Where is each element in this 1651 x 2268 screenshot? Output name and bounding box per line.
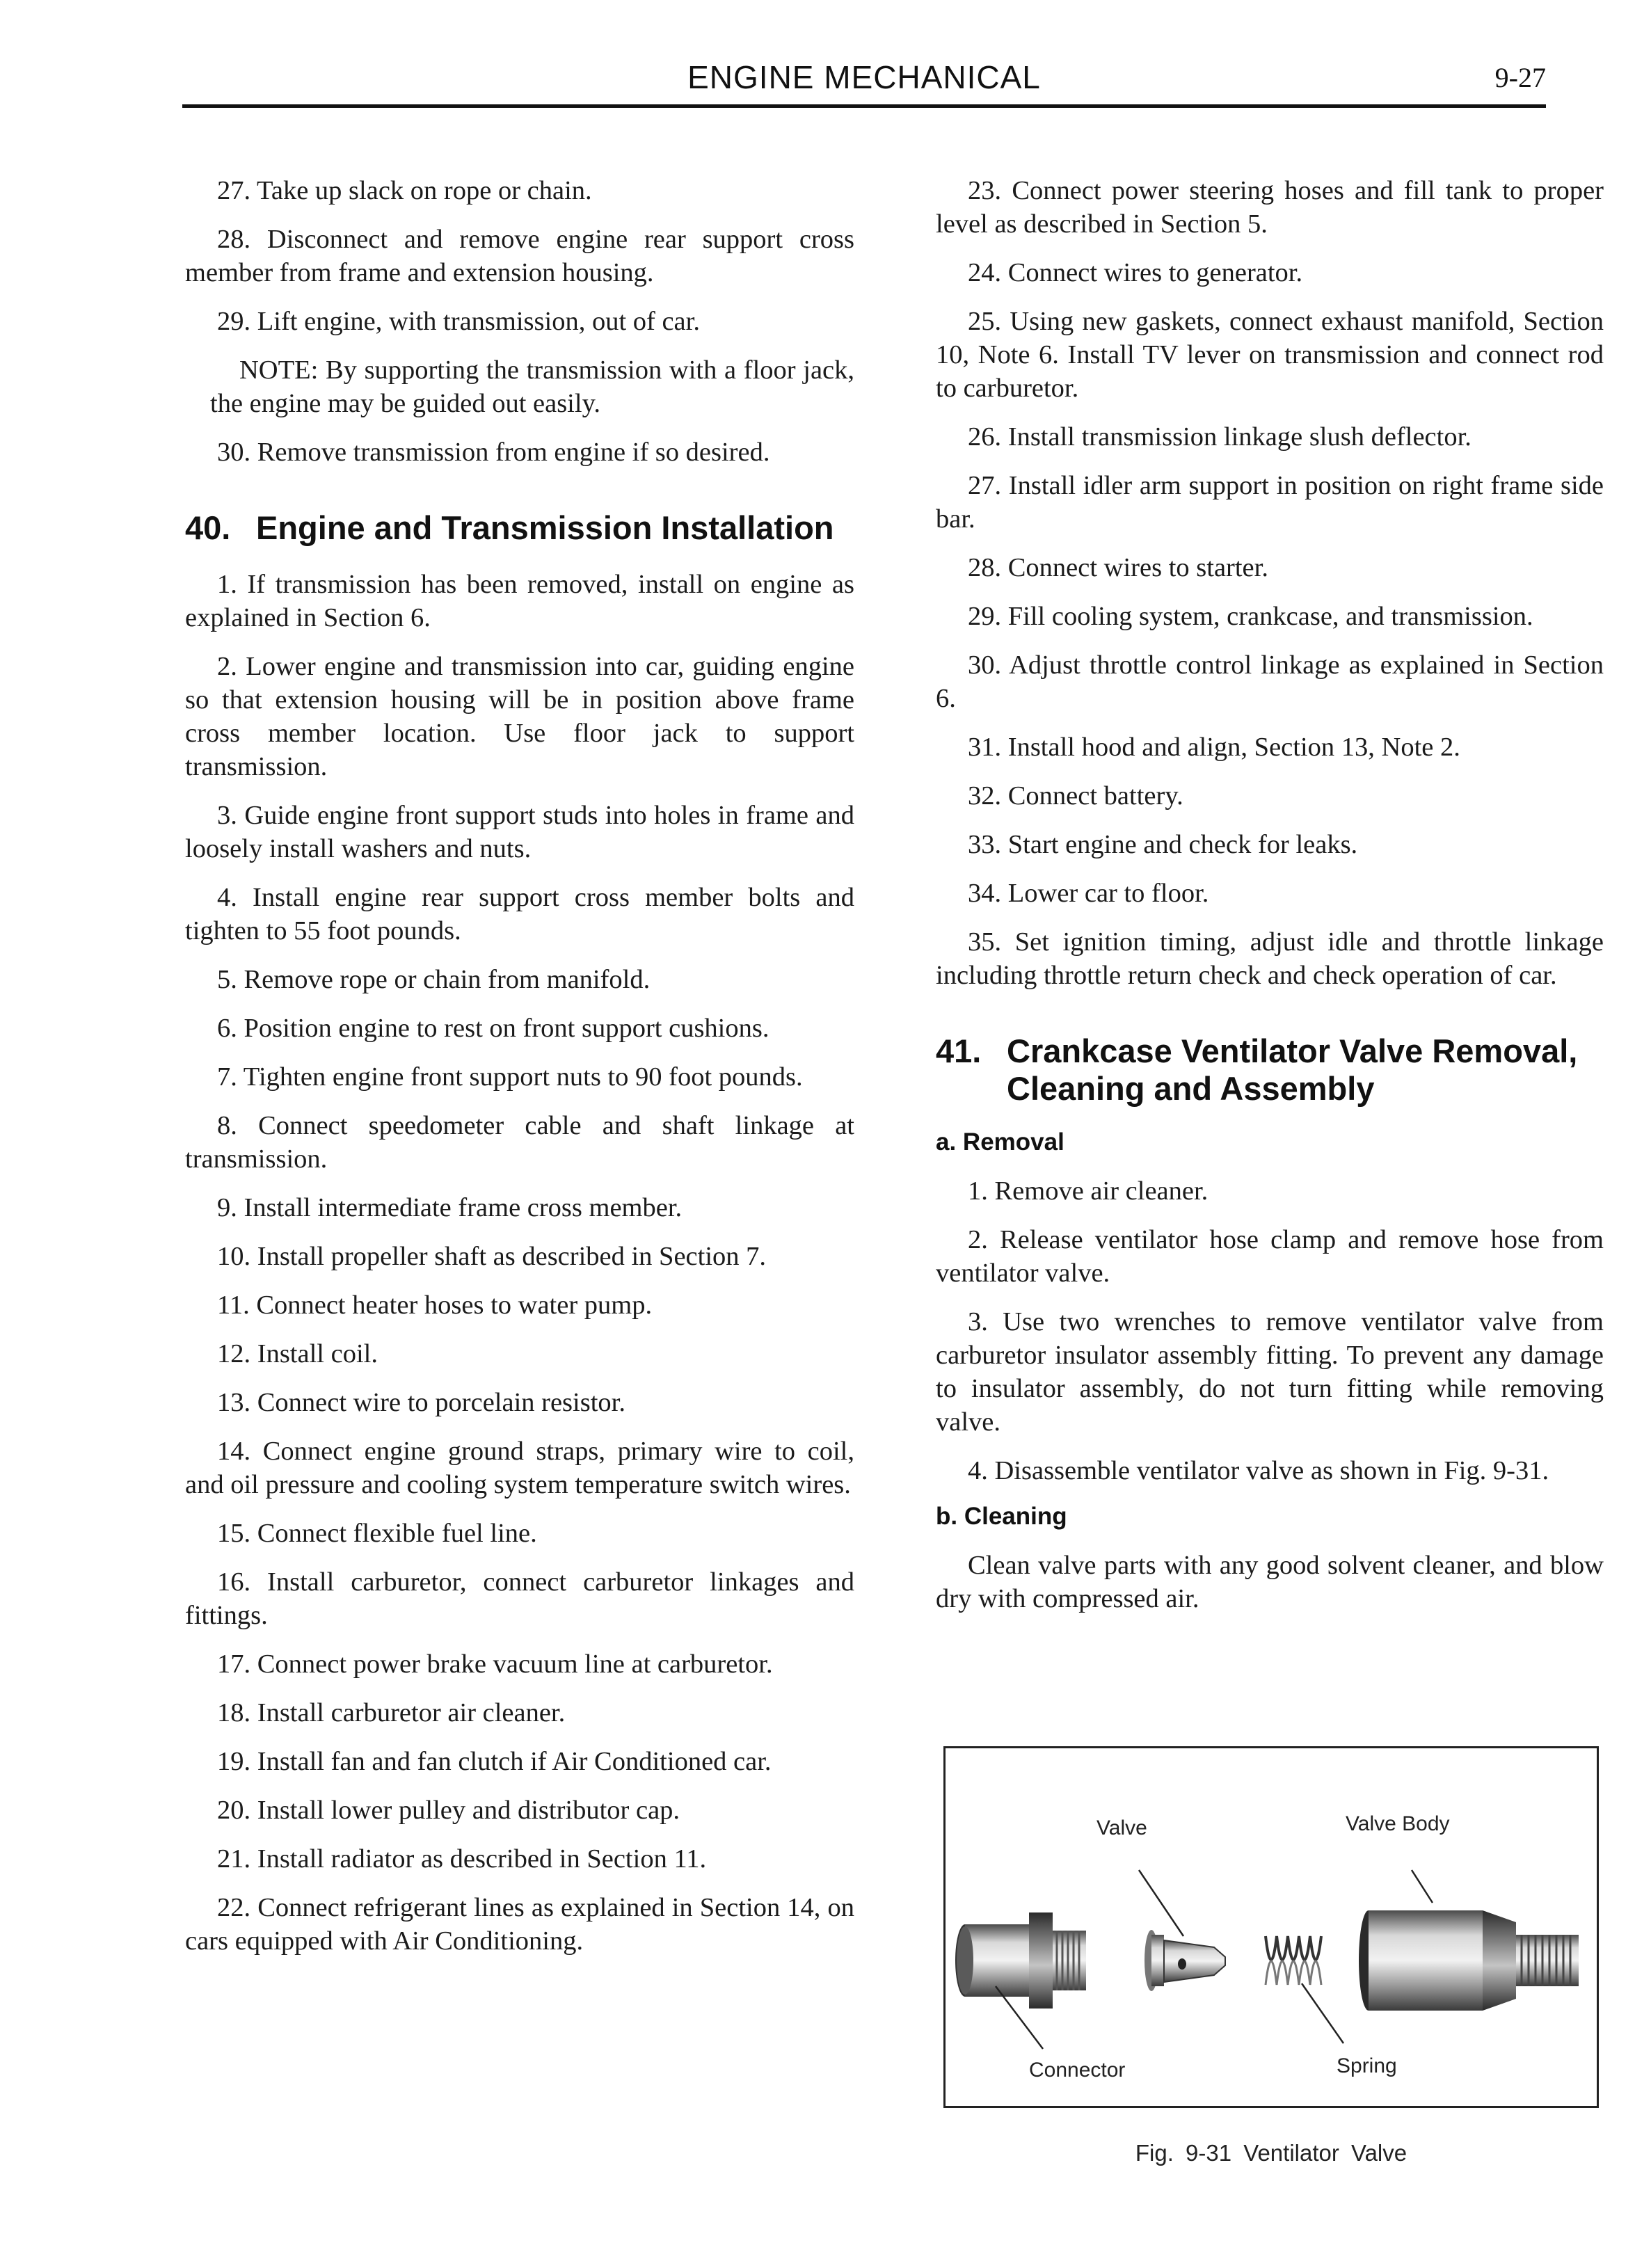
install-step-27: 27. Install idler arm support in position on right frame side bar. xyxy=(936,471,1604,534)
header-title: ENGINE MECHANICAL xyxy=(687,59,1041,95)
step-30-remove-transmission: 30. Remove transmission from engine if so desired. xyxy=(217,438,770,467)
install-step-20: 20. Install lower pulley and distributor cap. xyxy=(217,1796,680,1825)
install-step-15: 15. Connect flexible fuel line. xyxy=(217,1519,537,1548)
install-step-13: 13. Connect wire to porcelain resistor. xyxy=(217,1388,625,1417)
install-step-21: 21. Install radiator as described in Section 11. xyxy=(217,1844,707,1874)
install-step-29: 29. Fill cooling system, crankcase, and transmission. xyxy=(968,602,1533,631)
valve-body-part xyxy=(1359,1910,1579,2011)
install-step-2: 2. Lower engine and transmission into car, guiding engine so that extension housing will be in position above frame cross member location. Use floor jack to support transmission. xyxy=(185,652,854,781)
install-step-34: 34. Lower car to floor. xyxy=(968,879,1209,908)
install-step-22: 22. Connect refrigerant lines as explained in Section 14, on cars equipped with Air Conditioning. xyxy=(185,1893,854,1956)
install-step-11: 11. Connect heater hoses to water pump. xyxy=(217,1291,653,1320)
install-step-1: 1. If transmission has been removed, install on engine as explained in Section 6. xyxy=(185,570,854,632)
right-column xyxy=(936,174,1604,1631)
install-step-16: 16. Install carburetor, connect carburetor linkages and fittings. xyxy=(185,1567,854,1630)
step-29-lift-engine: 29. Lift engine, with transmission, out of car. xyxy=(217,307,700,336)
left-column xyxy=(185,174,854,1973)
label-spring: Spring xyxy=(1337,2054,1397,2077)
step-27-take-up-slack: 27. Take up slack on rope or chain. xyxy=(217,176,592,205)
install-step-28: 28. Connect wires to starter. xyxy=(968,553,1268,582)
section-41-heading xyxy=(936,1032,1604,1108)
step-28-disconnect-cross-member: 28. Disconnect and remove engine rear support cross member from frame and extension housing. xyxy=(185,225,854,287)
install-step-17: 17. Connect power brake vacuum line at carburetor. xyxy=(217,1650,773,1679)
figure-caption: Fig. 9-31 Ventilator Valve xyxy=(1135,2140,1407,2166)
install-step-31: 31. Install hood and align, Section 13, Note 2. xyxy=(968,733,1460,762)
connector-part xyxy=(955,1912,1086,2009)
removal-step-1: 1. Remove air cleaner. xyxy=(968,1176,1209,1206)
removal-step-2: 2. Release ventilator hose clamp and remove hose from ventilator valve. xyxy=(936,1225,1604,1288)
install-step-18: 18. Install carburetor air cleaner. xyxy=(217,1698,566,1727)
install-step-33: 33. Start engine and check for leaks. xyxy=(968,830,1358,859)
install-step-25: 25. Using new gaskets, connect exhaust manifold, Section 10, Note 6. Install TV lever on transmission and connect rod to carburetor. xyxy=(936,307,1604,403)
section-40-number: 40. xyxy=(185,509,231,546)
install-step-23: 23. Connect power steering hoses and fill tank to proper level as described in Section 5. xyxy=(936,176,1604,239)
section-40-title: Engine and Transmission Installation xyxy=(256,509,834,546)
install-step-26: 26. Install transmission linkage slush deflector. xyxy=(968,422,1471,452)
install-step-32: 32. Connect battery. xyxy=(968,781,1183,810)
spring-part xyxy=(1266,1936,1321,1985)
ventilator-valve-figure xyxy=(943,1746,1599,2108)
section-41-number: 41. xyxy=(936,1032,982,1069)
label-connector: Connector xyxy=(1029,2059,1126,2082)
install-step-6: 6. Position engine to rest on front support cushions. xyxy=(217,1014,769,1043)
label-valve: Valve xyxy=(1096,1816,1147,1839)
ventilator-valve-illustration xyxy=(946,1748,1597,2106)
install-step-30: 30. Adjust throttle control linkage as explained in Section 6. xyxy=(936,650,1604,713)
removal-step-4: 4. Disassemble ventilator valve as shown in Fig. 9-31. xyxy=(968,1456,1549,1485)
install-step-14: 14. Connect engine ground straps, primary wire to coil, and oil pressure and cooling system temperature switch wires. xyxy=(185,1437,854,1499)
install-step-12: 12. Install coil. xyxy=(217,1339,378,1368)
install-step-19: 19. Install fan and fan clutch if Air Conditioned car. xyxy=(217,1747,772,1776)
section-41-title: Crankcase Ventilator Valve Removal, Cleaning and Assembly xyxy=(1007,1032,1578,1107)
install-step-5: 5. Remove rope or chain from manifold. xyxy=(217,965,651,994)
cleaning-heading: b. Cleaning xyxy=(936,1503,1067,1530)
header-rule xyxy=(182,104,1546,108)
install-step-35: 35. Set ignition timing, adjust idle and throttle linkage including throttle return check and check operation of car. xyxy=(936,927,1604,990)
page-header xyxy=(182,56,1546,111)
label-valve-body: Valve Body xyxy=(1346,1812,1450,1835)
page-number: 9-27 xyxy=(1494,62,1546,93)
removal-heading: a. Removal xyxy=(936,1128,1064,1156)
install-step-4: 4. Install engine rear support cross member bolts and tighten to 55 foot pounds. xyxy=(185,883,854,945)
install-step-10: 10. Install propeller shaft as described in Section 7. xyxy=(217,1242,767,1271)
install-step-8: 8. Connect speedometer cable and shaft linkage at transmission. xyxy=(185,1111,854,1174)
removal-step-3: 3. Use two wrenches to remove ventilator valve from carburetor insulator assembly fitting. To prevent any damage to insulator assembly, do not turn fitting while removing valve. xyxy=(936,1307,1604,1437)
valve-part xyxy=(1144,1930,1225,1991)
cleaning-text: Clean valve parts with any good solvent cleaner, and blow dry with compressed air. xyxy=(936,1551,1604,1613)
install-step-24: 24. Connect wires to generator. xyxy=(968,258,1303,287)
install-step-7: 7. Tighten engine front support nuts to 90 foot pounds. xyxy=(217,1062,803,1092)
install-step-9: 9. Install intermediate frame cross member. xyxy=(217,1193,683,1222)
install-step-3: 3. Guide engine front support studs into holes in frame and loosely install washers and nuts. xyxy=(185,801,854,863)
section-40-heading xyxy=(185,509,854,547)
note-floor-jack: NOTE: By supporting the transmission with a floor jack, the engine may be guided out easily. xyxy=(210,356,854,418)
